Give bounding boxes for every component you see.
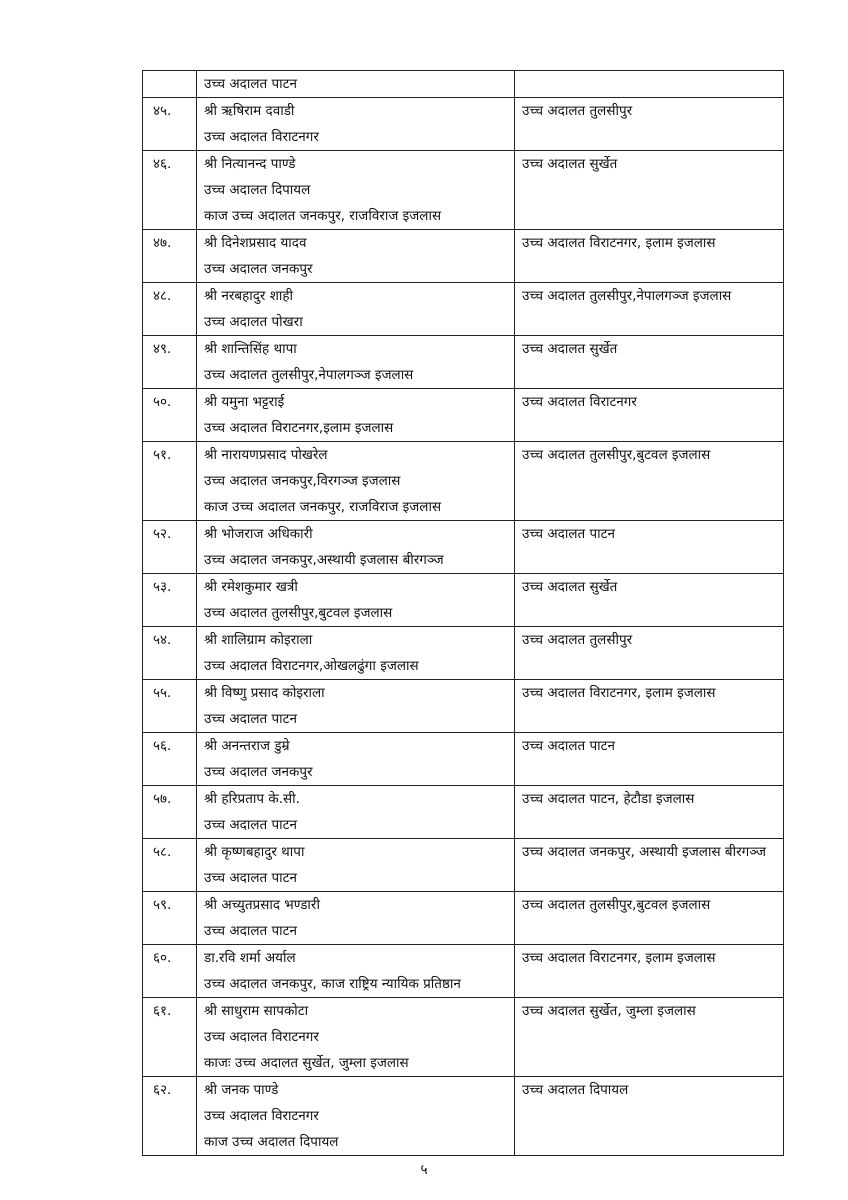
judge-name-cell [197, 230, 515, 283]
judge-name-cell [197, 839, 515, 892]
judge-name: श्री नारायणप्रसाद पोखरेल [204, 447, 328, 463]
judge-name-cell [197, 574, 515, 627]
table-row [143, 151, 784, 230]
table-row [143, 442, 784, 521]
current-posting: उच्च अदालत पाटन [204, 923, 297, 939]
new-posting: उच्च अदालत जनकपुर, अस्थायी इजलास बीरगञ्ज [522, 844, 766, 860]
table-row [143, 71, 784, 98]
new-posting-cell [515, 151, 784, 230]
current-posting: उच्च अदालत तुलसीपुर,बुटवल इजलास [204, 605, 393, 621]
new-posting: उच्च अदालत तुलसीपुर,बुटवल इजलास [522, 897, 711, 913]
transfer-table-body [143, 71, 784, 1156]
judge-name: डा.रवि शर्मा अर्याल [204, 950, 296, 966]
judge-name: श्री दिनेशप्रसाद यादव [204, 235, 307, 251]
current-posting: उच्च अदालत पाटन [204, 817, 297, 833]
new-posting-cell [515, 786, 784, 839]
current-posting: उच्च अदालत विराटनगर,इलाम इजलास [204, 420, 394, 436]
judge-name-cell [197, 98, 515, 151]
serial-number-cell: ४५. [143, 98, 197, 151]
judge-name-cell [197, 1077, 515, 1156]
current-posting: उच्च अदालत पोखरा [204, 314, 303, 330]
serial-number-cell: ५४. [143, 627, 197, 680]
transfer-table [142, 70, 784, 1156]
current-posting: काज उच्च अदालत जनकपुर, राजविराज इजलास [204, 208, 442, 224]
judge-name-cell [197, 442, 515, 521]
judge-name: श्री यमुना भट्टराई [204, 394, 285, 410]
judge-name: श्री शालिग्राम कोइराला [204, 632, 313, 648]
current-posting: उच्च अदालत जनकपुर,अस्थायी इजलास बीरगञ्ज [204, 552, 444, 568]
serial-number-cell: ५०. [143, 389, 197, 442]
new-posting: उच्च अदालत सुर्खेत [522, 156, 618, 172]
judge-name: उच्च अदालत पाटन [204, 76, 297, 92]
serial-number-cell: ४८. [143, 283, 197, 336]
new-posting: उच्च अदालत विराटनगर, इलाम इजलास [522, 685, 716, 701]
current-posting: उच्च अदालत दिपायल [204, 182, 311, 198]
table-row [143, 389, 784, 442]
judge-name-cell [197, 786, 515, 839]
judge-name-cell [197, 627, 515, 680]
table-row [143, 839, 784, 892]
current-posting: उच्च अदालत विराटनगर [204, 1029, 319, 1045]
new-posting: उच्च अदालत तुलसीपुर,नेपालगञ्ज इजलास [522, 288, 732, 304]
current-posting: उच्च अदालत जनकपुर [204, 261, 313, 277]
new-posting: उच्च अदालत विराटनगर [522, 394, 637, 410]
table-row [143, 680, 784, 733]
current-posting: काज उच्च अदालत दिपायल [204, 1134, 339, 1150]
table-row [143, 998, 784, 1077]
current-posting: उच्च अदालत विराटनगर,ओखलढुंगा इजलास [204, 658, 419, 674]
judge-name: श्री हरिप्रताप के.सी. [204, 791, 300, 807]
serial-number-cell: ५६. [143, 733, 197, 786]
current-posting: उच्च अदालत जनकपुर [204, 764, 313, 780]
judge-name-cell [197, 892, 515, 945]
new-posting: उच्च अदालत विराटनगर, इलाम इजलास [522, 235, 716, 251]
serial-number-cell: ५८. [143, 839, 197, 892]
serial-number-cell: ४६. [143, 151, 197, 230]
table-row [143, 627, 784, 680]
table-row [143, 230, 784, 283]
new-posting: उच्च अदालत तुलसीपुर [522, 632, 633, 648]
judge-name: श्री भोजराज अधिकारी [204, 526, 313, 542]
table-row [143, 945, 784, 998]
new-posting-cell [515, 733, 784, 786]
new-posting-cell [515, 574, 784, 627]
table-row [143, 283, 784, 336]
judge-name-cell [197, 521, 515, 574]
judge-name: श्री विष्णु प्रसाद कोइराला [204, 685, 325, 701]
judge-name: श्री ऋषिराम दवाडी [204, 103, 295, 119]
new-posting-cell [515, 627, 784, 680]
new-posting-cell [515, 998, 784, 1077]
judge-name: श्री अनन्तराज डुम्रे [204, 738, 290, 754]
new-posting-cell [515, 230, 784, 283]
judge-name-cell [197, 945, 515, 998]
new-posting: उच्च अदालत दिपायल [522, 1082, 629, 1098]
new-posting: उच्च अदालत विराटनगर, इलाम इजलास [522, 950, 716, 966]
new-posting: उच्च अदालत सुर्खेत [522, 579, 618, 595]
judge-name-cell [197, 151, 515, 230]
judge-name-cell [197, 336, 515, 389]
serial-number-cell: ५५. [143, 680, 197, 733]
table-row [143, 1077, 784, 1156]
new-posting: उच्च अदालत तुलसीपुर [522, 103, 633, 119]
table-row [143, 892, 784, 945]
current-posting: उच्च अदालत विराटनगर [204, 129, 319, 145]
judge-name-cell [197, 733, 515, 786]
new-posting: उच्च अदालत पाटन [522, 526, 615, 542]
judge-name: श्री नरबहादुर शाही [204, 288, 294, 304]
serial-number-cell: ६२. [143, 1077, 197, 1156]
serial-number-cell: ४७. [143, 230, 197, 283]
serial-number-cell: ६०. [143, 945, 197, 998]
judge-name: श्री रमेशकुमार खत्री [204, 579, 298, 595]
current-posting: उच्च अदालत जनकपुर, काज राष्ट्रिय न्यायिक प्रतिष्ठान [204, 976, 461, 992]
table-row [143, 733, 784, 786]
serial-number-cell: ५२. [143, 521, 197, 574]
judge-name: श्री कृष्णबहादुर थापा [204, 844, 305, 860]
current-posting: उच्च अदालत जनकपुर,विरगञ्ज इजलास [204, 473, 401, 489]
judge-name-cell [197, 680, 515, 733]
new-posting-cell [515, 1077, 784, 1156]
new-posting-cell [515, 336, 784, 389]
current-posting: उच्च अदालत विराटनगर [204, 1108, 319, 1124]
judge-name: श्री अच्युतप्रसाद भण्डारी [204, 897, 320, 913]
table-row [143, 786, 784, 839]
judge-name: श्री जनक पाण्डे [204, 1082, 279, 1098]
new-posting: उच्च अदालत तुलसीपुर,बुटवल इजलास [522, 447, 711, 463]
serial-number-cell: ५३. [143, 574, 197, 627]
new-posting: उच्च अदालत पाटन [522, 738, 615, 754]
table-row [143, 574, 784, 627]
serial-number-cell: ४९. [143, 336, 197, 389]
new-posting: उच्च अदालत सुर्खेत [522, 341, 618, 357]
new-posting-cell [515, 680, 784, 733]
table-row [143, 98, 784, 151]
new-posting-cell [515, 389, 784, 442]
new-posting-cell [515, 71, 784, 98]
new-posting-cell [515, 945, 784, 998]
new-posting-cell [515, 283, 784, 336]
current-posting: उच्च अदालत पाटन [204, 870, 297, 886]
current-posting: काज उच्च अदालत जनकपुर, राजविराज इजलास [204, 499, 442, 515]
judge-name-cell [197, 71, 515, 98]
new-posting-cell [515, 839, 784, 892]
table-row [143, 521, 784, 574]
table-row [143, 336, 784, 389]
judge-name-cell [197, 998, 515, 1077]
current-posting: उच्च अदालत पाटन [204, 711, 297, 727]
new-posting-cell [515, 521, 784, 574]
serial-number-cell: ६१. [143, 998, 197, 1077]
serial-number-cell: ५७. [143, 786, 197, 839]
judge-name-cell [197, 389, 515, 442]
judge-name-cell [197, 283, 515, 336]
serial-number-cell [143, 71, 197, 98]
new-posting-cell [515, 98, 784, 151]
judge-name: श्री नित्यानन्द पाण्डे [204, 156, 296, 172]
new-posting-cell [515, 442, 784, 521]
new-posting-cell [515, 892, 784, 945]
new-posting: उच्च अदालत पाटन, हेटौडा इजलास [522, 791, 695, 807]
judge-name: श्री साधुराम सापकोटा [204, 1003, 309, 1019]
serial-number-cell: ५१. [143, 442, 197, 521]
new-posting: उच्च अदालत सुर्खेत, जुम्ला इजलास [522, 1003, 696, 1019]
current-posting: काजः उच्च अदालत सुर्खेत, जुम्ला इजलास [204, 1055, 409, 1071]
serial-number-cell: ५९. [143, 892, 197, 945]
page-number: ५ [420, 1162, 428, 1178]
judge-name: श्री शान्तिसिंह थापा [204, 341, 297, 357]
current-posting: उच्च अदालत तुलसीपुर,नेपालगञ्ज इजलास [204, 367, 414, 383]
